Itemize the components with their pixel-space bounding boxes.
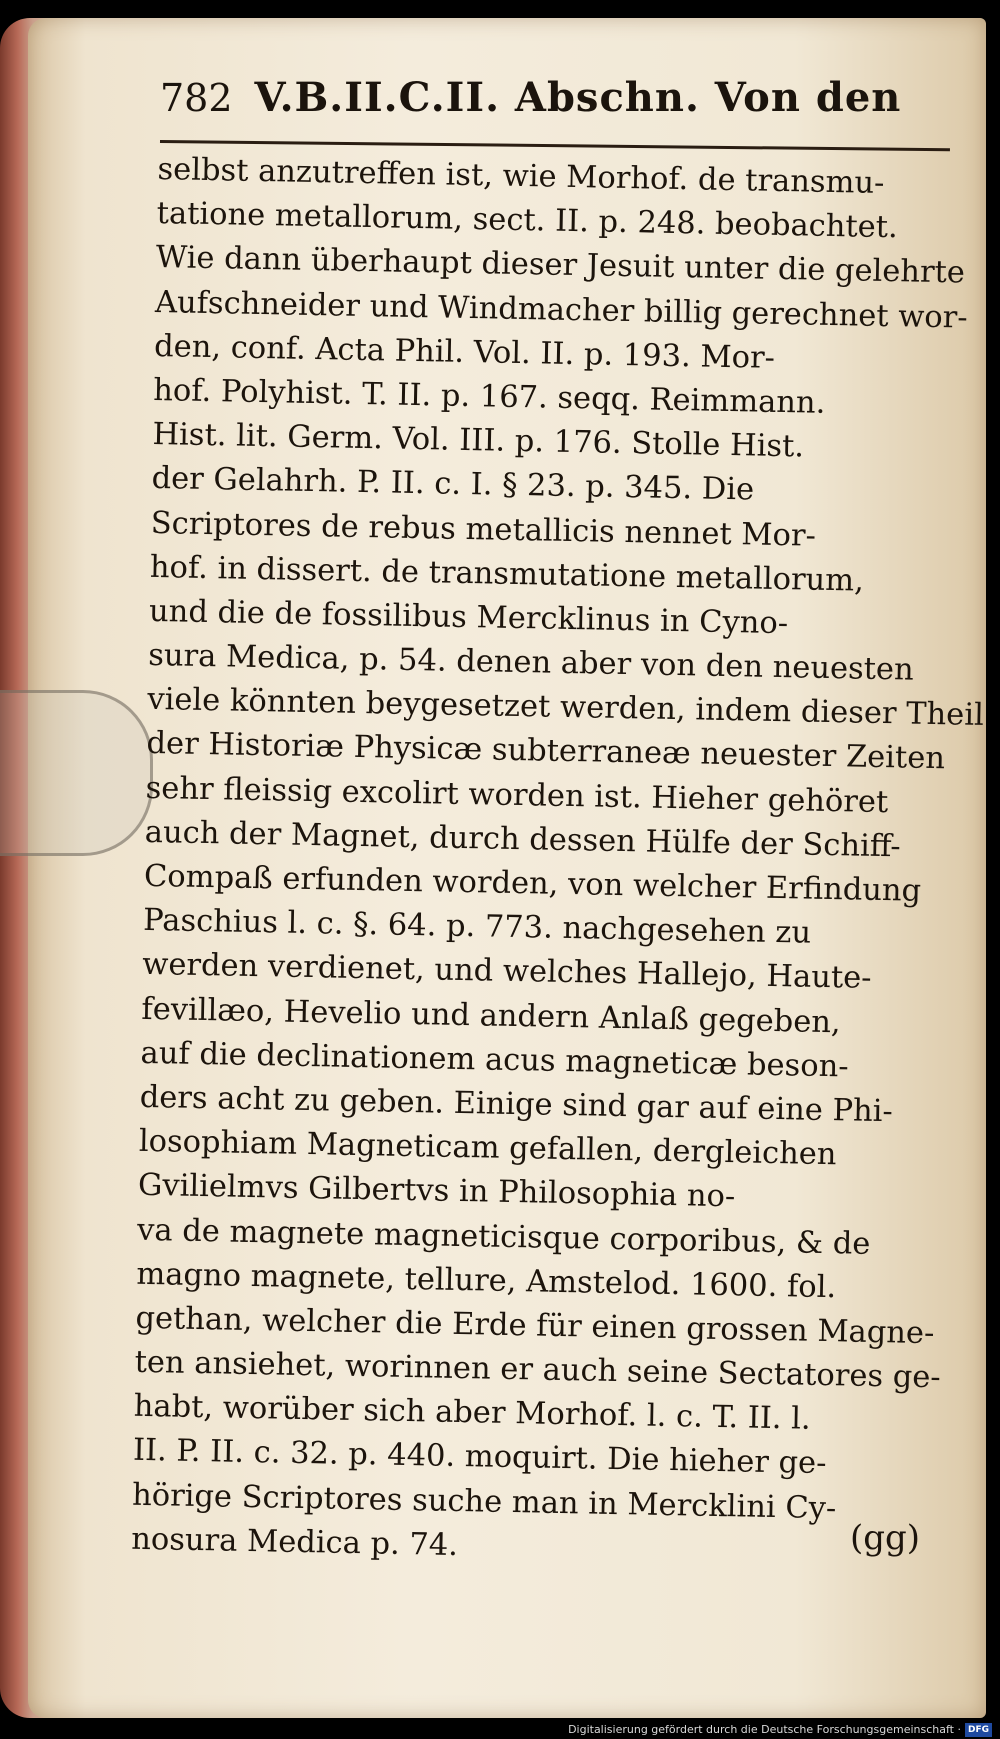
text-line: Aufschneider und Windmacher billig gerechnet wor- — [154, 284, 968, 336]
text-line: tatione metallorum, sect. II. p. 248. beobachtet. — [156, 196, 899, 246]
text-line: losophiam Magneticam gefallen, dergleichen — [138, 1123, 837, 1173]
text-line: den, conf. Acta Phil. Vol. II. p. 193. Mor- — [153, 328, 776, 376]
text-line: hof. in dissert. de transmutatione metallorum, — [149, 549, 865, 599]
text-line: Gvilielmvs Gilbertvs in Philosophia no- — [137, 1168, 736, 1215]
dfg-logo: DFG — [965, 1723, 992, 1737]
page-number: 782 — [160, 76, 233, 120]
body-text — [130, 148, 985, 1577]
page-clip — [0, 690, 153, 856]
text-line: viele könnten beygesetzet werden, indem dieser Theil — [147, 682, 985, 734]
text-line: ders acht zu geben. Einige sind gar auf eine Phi- — [139, 1079, 894, 1130]
text-line: Scriptores de rebus metallicis nennet Mor- — [150, 505, 817, 554]
text-line: sehr fleissig excolirt worden ist. Hieher gehöret — [145, 770, 889, 820]
running-title: V.B.II.C.II. Abschn. Von den — [254, 74, 902, 121]
text-line: va de magnete magneticisque corporibus, & de — [136, 1212, 871, 1262]
text-line: hörige Scriptores suche man in Mercklini Cy- — [131, 1477, 837, 1526]
text-line: selbst anzutreffen ist, wie Morhof. de transmu- — [157, 151, 885, 201]
text-line: Compaß erfunden worden, von welcher Erfindung — [143, 858, 922, 909]
text-line: werden verdienet, und welches Hallejo, Haute- — [141, 947, 872, 997]
text-line: ten ansiehet, worinnen er auch seine Sectatores ge- — [134, 1344, 941, 1396]
digitization-credit-bar — [0, 1720, 1000, 1739]
text-line: gethan, welcher die Erde für einen grossen Magne- — [135, 1300, 935, 1351]
catchword: (gg) — [850, 1518, 921, 1558]
text-line: Hist. lit. Germ. Vol. III. p. 176. Stolle Hist. — [152, 417, 805, 465]
text-line: fevillæo, Hevelio und andern Anlaß gegeben, — [141, 991, 841, 1040]
text-line: Paschius l. c. §. 64. p. 773. nachgesehen zu — [142, 903, 812, 951]
running-head — [160, 74, 920, 134]
text-line: der Historiæ Physicæ subterraneæ neuester Zeiten — [146, 726, 946, 777]
text-line: II. P. II. c. 32. p. 440. moquirt. Die hieher ge- — [132, 1433, 827, 1482]
text-line: sura Medica, p. 54. denen aber von den neuesten — [147, 637, 915, 688]
text-line: nosura Medica p. 74. — [130, 1521, 459, 1563]
text-line: hof. Polyhist. T. II. p. 167. seqq. Reimmann. — [153, 372, 826, 421]
credit-text: Digitalisierung gefördert durch die Deutsche Forschungsgemeinschaft · — [568, 1723, 961, 1736]
text-line: der Gelahrh. P. II. c. I. § 23. p. 345. Die — [151, 461, 755, 508]
text-line: auf die declinationem acus magneticæ beson- — [140, 1035, 849, 1085]
text-line: magno magnete, tellure, Amstelod. 1600. fol. — [136, 1256, 837, 1305]
text-line: Wie dann überhaupt dieser Jesuit unter die gelehrte — [155, 240, 966, 291]
text-line: auch der Magnet, durch dessen Hülfe der Schiff- — [144, 814, 902, 865]
text-line: habt, worüber sich aber Morhof. l. c. T. II. l. — [133, 1389, 812, 1438]
text-line: und die de fossilibus Mercklinus in Cyno- — [148, 593, 789, 642]
